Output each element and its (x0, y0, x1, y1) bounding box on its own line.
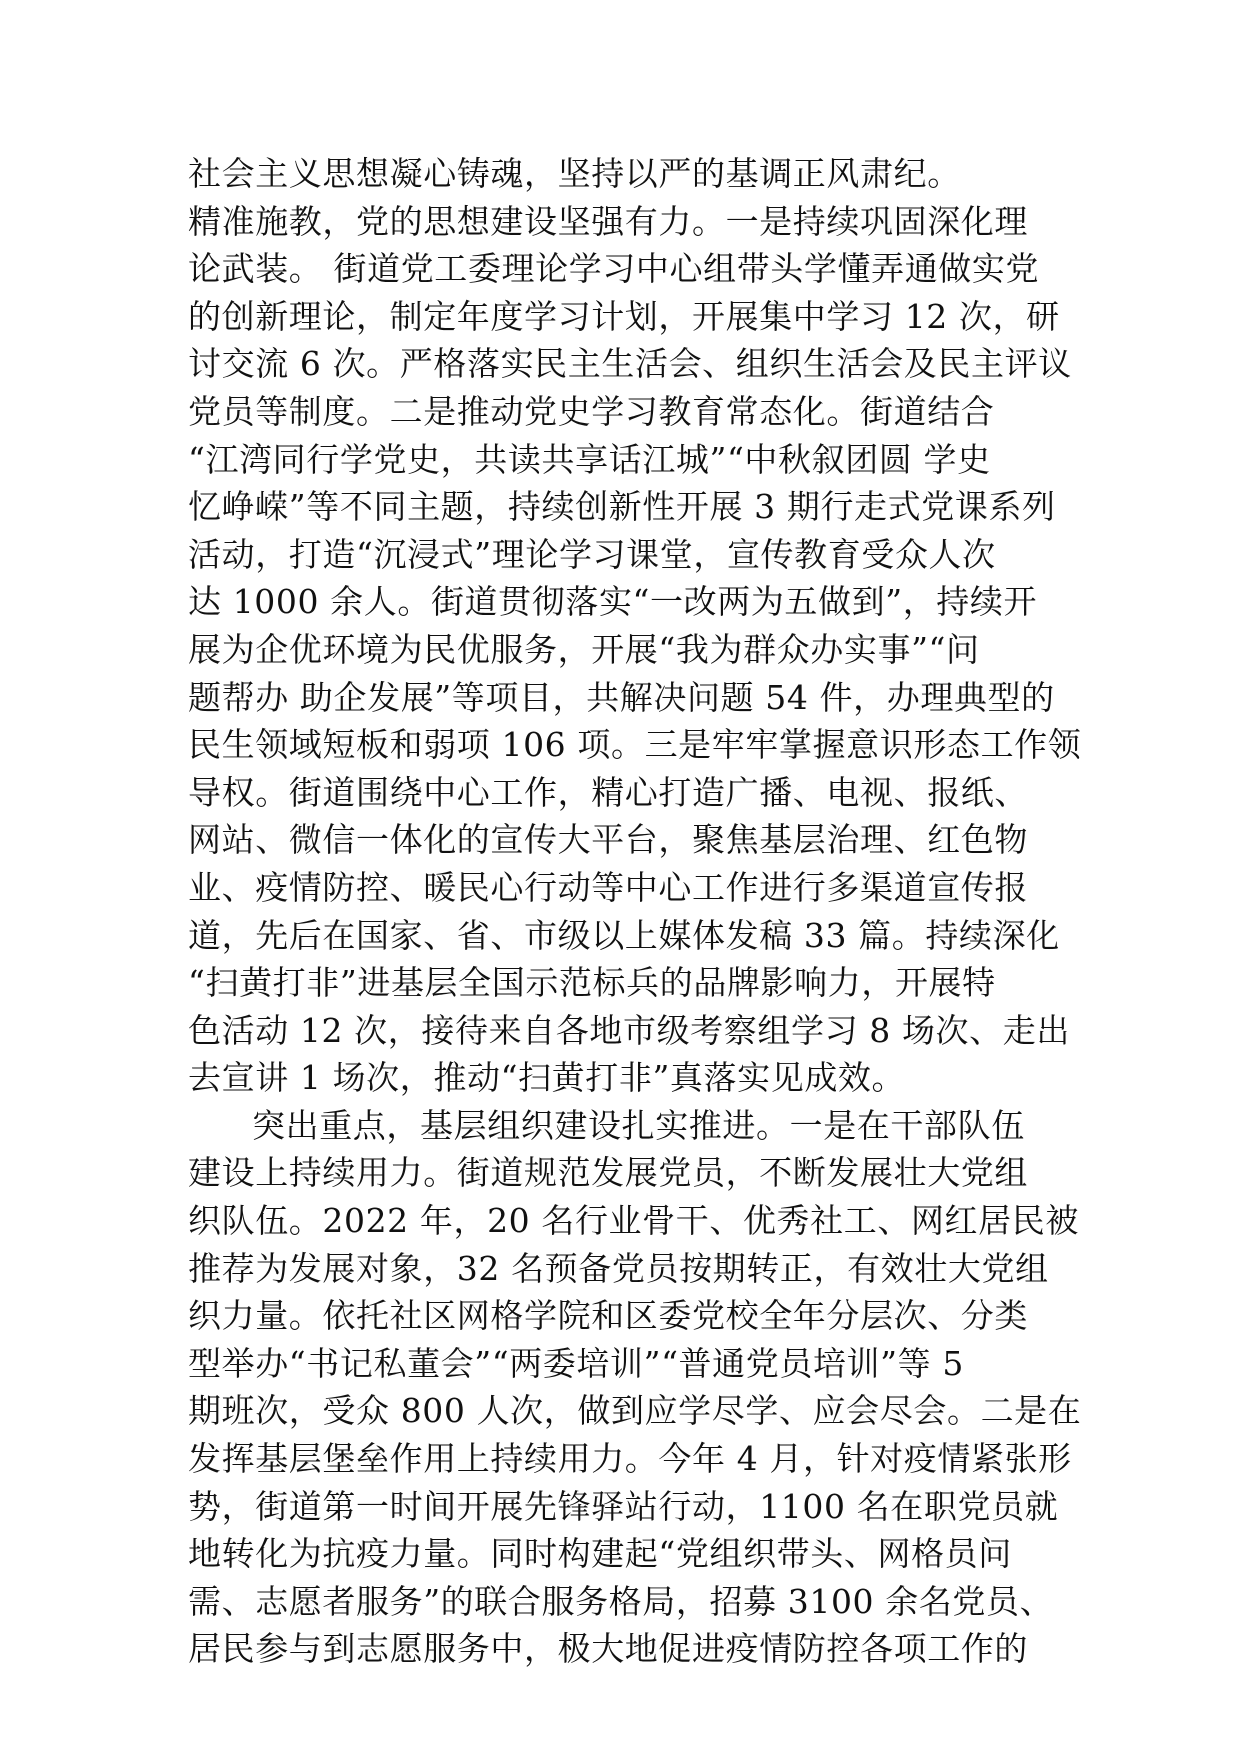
text-line: “扫黄打非”进基层全国示范标兵的品牌影响力，开展特 (188, 963, 996, 1003)
text-line: 织队伍。2022 年，20 名行业骨干、优秀社工、网红居民被 (188, 1201, 1079, 1241)
text-line: 的创新理论，制定年度学习计划，开展集中学习 12 次，研 (188, 296, 1060, 336)
text-line: 地转化为抗疫力量。同时构建起“党组织带头、网格员问 (188, 1534, 1012, 1574)
text-line: 展为企优环境为民优服务，开展“我为群众办实事”“问 (188, 629, 980, 669)
text-line: 需、志愿者服务”的联合服务格局，招募 3100 余名党员、 (188, 1581, 1054, 1621)
text-line: 道，先后在国家、省、市级以上媒体发稿 33 篇。持续深化 (188, 915, 1060, 955)
text-line: 题帮办 助企发展”等项目，共解决问题 54 件，办理典型的 (188, 677, 1055, 717)
document-body (188, 150, 1082, 1673)
text-line: “江湾同行学党史，共读共享话江城”“中秋叙团圆 学史 (188, 439, 991, 479)
text-line: 色活动 12 次，接待来自各地市级考察组学习 8 场次、走出 (188, 1010, 1070, 1050)
text-line: 推荐为发展对象，32 名预备党员按期转正，有效壮大党组 (188, 1248, 1049, 1288)
paragraph-first-line: 突出重点，基层组织建设扎实推进。一是在干部队伍 (252, 1105, 1025, 1145)
text-line: 导权。街道围绕中心工作，精心打造广播、电视、报纸、 (188, 772, 1028, 812)
text-line: 社会主义思想凝心铸魂，坚持以严的基调正风肃纪。 (188, 154, 961, 193)
text-line: 发挥基层堡垒作用上持续用力。今年 4 月，针对疫情紧张形 (188, 1439, 1072, 1479)
text-line: 达 1000 余人。街道贯彻落实“一改两为五做到”，持续开 (188, 582, 1038, 622)
text-line: 业、疫情防控、暖民心行动等中心工作进行多渠道宣传报 (188, 867, 1028, 907)
text-line: 党员等制度。二是推动党史学习教育常态化。街道结合 (188, 391, 995, 431)
text-line: 势，街道第一时间开展先锋驿站行动，1100 名在职党员就 (188, 1486, 1059, 1526)
text-line: 建设上持续用力。街道规范发展党员，不断发展壮大党组 (188, 1153, 1028, 1193)
text-line: 民生领域短板和弱项 106 项。三是牢牢掌握意识形态工作领 (188, 725, 1082, 765)
text-line: 论武装。 街道党工委理论学习中心组带头学懂弄通做实党 (188, 249, 1040, 289)
text-line: 讨交流 6 次。严格落实民主生活会、组织生活会及民主评议 (188, 344, 1072, 384)
text-line: 型举办“书记私董会”“两委培训”“普通党员培训”等 5 (188, 1343, 964, 1383)
text-line: 去宣讲 1 场次，推动“扫黄打非”真落实见成效。 (188, 1058, 906, 1098)
text-line: 期班次，受众 800 人次，做到应学尽学、应会尽会。二是在 (188, 1391, 1082, 1431)
text-line: 织力量。依托社区网格学院和区委党校全年分层次、分类 (188, 1296, 1028, 1336)
text-line: 精准施教，党的思想建设坚强有力。一是持续巩固深化理 (188, 201, 1028, 241)
text-line: 活动，打造“沉浸式”理论学习课堂，宣传教育受众人次 (188, 534, 996, 574)
text-line: 居民参与到志愿服务中，极大地促进疫情防控各项工作的 (188, 1629, 1028, 1669)
text-line: 忆峥嵘”等不同主题，持续创新性开展 3 期行走式党课系列 (188, 487, 1056, 527)
text-line: 网站、微信一体化的宣传大平台，聚焦基层治理、红色物 (188, 820, 1028, 860)
